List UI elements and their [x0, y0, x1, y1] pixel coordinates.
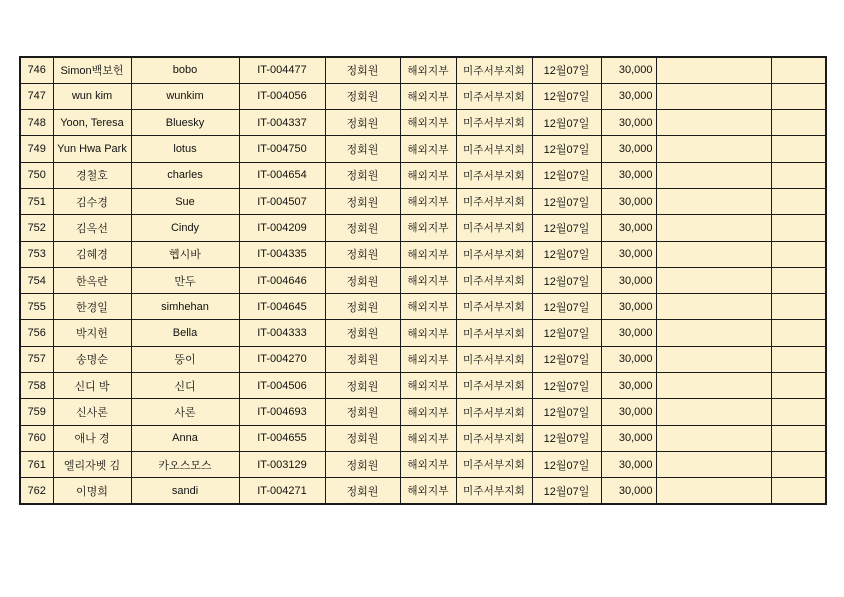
empty-cell [771, 451, 826, 477]
member-name-cell: 박지헌 [53, 320, 131, 346]
empty-cell [771, 57, 826, 83]
table-row [20, 136, 826, 162]
member-id-cell: IT-004477 [239, 57, 325, 83]
nickname-cell: Sue [131, 188, 239, 214]
empty-cell [656, 451, 771, 477]
region-cell: 해외지부 [400, 425, 456, 451]
empty-cell [771, 267, 826, 293]
member-id-cell: IT-004750 [239, 136, 325, 162]
empty-cell [656, 320, 771, 346]
nickname-cell: 뚱이 [131, 346, 239, 372]
chapter-cell: 미주서부지회 [456, 136, 532, 162]
row-number-cell: 747 [20, 83, 53, 109]
date-cell: 12월07일 [532, 320, 601, 346]
region-cell: 해외지부 [400, 188, 456, 214]
date-cell: 12월07일 [532, 162, 601, 188]
region-cell: 해외지부 [400, 451, 456, 477]
member-name-cell: wun kim [53, 83, 131, 109]
row-number-cell: 752 [20, 215, 53, 241]
member-type-cell: 정회원 [325, 373, 400, 399]
region-cell: 해외지부 [400, 162, 456, 188]
member-table [19, 56, 827, 505]
empty-cell [656, 373, 771, 399]
empty-cell [656, 478, 771, 504]
member-type-cell: 정회원 [325, 399, 400, 425]
date-cell: 12월07일 [532, 373, 601, 399]
empty-cell [771, 215, 826, 241]
member-name-cell: 김수경 [53, 188, 131, 214]
chapter-cell: 미주서부지회 [456, 373, 532, 399]
member-type-cell: 정회원 [325, 110, 400, 136]
table-row [20, 478, 826, 504]
row-number-cell: 758 [20, 373, 53, 399]
table-row [20, 267, 826, 293]
member-name-cell: 신사론 [53, 399, 131, 425]
amount-cell: 30,000 [601, 57, 656, 83]
chapter-cell: 미주서부지회 [456, 294, 532, 320]
empty-cell [656, 294, 771, 320]
table-row [20, 346, 826, 372]
nickname-cell: 만두 [131, 267, 239, 293]
amount-cell: 30,000 [601, 110, 656, 136]
region-cell: 해외지부 [400, 110, 456, 136]
table-row [20, 451, 826, 477]
member-type-cell: 정회원 [325, 241, 400, 267]
date-cell: 12월07일 [532, 215, 601, 241]
empty-cell [771, 478, 826, 504]
empty-cell [656, 399, 771, 425]
empty-cell [656, 110, 771, 136]
empty-cell [771, 294, 826, 320]
empty-cell [656, 162, 771, 188]
table-row [20, 215, 826, 241]
amount-cell: 30,000 [601, 162, 656, 188]
row-number-cell: 757 [20, 346, 53, 372]
row-number-cell: 751 [20, 188, 53, 214]
chapter-cell: 미주서부지회 [456, 320, 532, 346]
chapter-cell: 미주서부지회 [456, 267, 532, 293]
amount-cell: 30,000 [601, 320, 656, 346]
member-name-cell: 김옥선 [53, 215, 131, 241]
amount-cell: 30,000 [601, 294, 656, 320]
member-type-cell: 정회원 [325, 188, 400, 214]
nickname-cell: Anna [131, 425, 239, 451]
member-type-cell: 정회원 [325, 136, 400, 162]
region-cell: 해외지부 [400, 215, 456, 241]
chapter-cell: 미주서부지회 [456, 110, 532, 136]
date-cell: 12월07일 [532, 346, 601, 372]
nickname-cell: wunkim [131, 83, 239, 109]
member-type-cell: 정회원 [325, 267, 400, 293]
empty-cell [771, 346, 826, 372]
row-number-cell: 748 [20, 110, 53, 136]
table-row [20, 294, 826, 320]
date-cell: 12월07일 [532, 267, 601, 293]
empty-cell [656, 188, 771, 214]
chapter-cell: 미주서부지회 [456, 188, 532, 214]
member-id-cell: IT-004335 [239, 241, 325, 267]
empty-cell [771, 425, 826, 451]
chapter-cell: 미주서부지회 [456, 162, 532, 188]
table-row [20, 57, 826, 83]
member-id-cell: IT-004654 [239, 162, 325, 188]
nickname-cell: bobo [131, 57, 239, 83]
region-cell: 해외지부 [400, 136, 456, 162]
table-row [20, 162, 826, 188]
date-cell: 12월07일 [532, 451, 601, 477]
nickname-cell: Bluesky [131, 110, 239, 136]
empty-cell [656, 215, 771, 241]
member-type-cell: 정회원 [325, 162, 400, 188]
empty-cell [656, 57, 771, 83]
chapter-cell: 미주서부지회 [456, 478, 532, 504]
amount-cell: 30,000 [601, 83, 656, 109]
empty-cell [771, 399, 826, 425]
chapter-cell: 미주서부지회 [456, 57, 532, 83]
member-id-cell: IT-004337 [239, 110, 325, 136]
empty-cell [771, 136, 826, 162]
empty-cell [771, 373, 826, 399]
member-id-cell: IT-004645 [239, 294, 325, 320]
amount-cell: 30,000 [601, 136, 656, 162]
member-id-cell: IT-004333 [239, 320, 325, 346]
member-name-cell: Yoon, Teresa [53, 110, 131, 136]
table-row [20, 83, 826, 109]
amount-cell: 30,000 [601, 425, 656, 451]
row-number-cell: 759 [20, 399, 53, 425]
date-cell: 12월07일 [532, 241, 601, 267]
row-number-cell: 749 [20, 136, 53, 162]
member-name-cell: 송명순 [53, 346, 131, 372]
date-cell: 12월07일 [532, 425, 601, 451]
table-row [20, 425, 826, 451]
table-row [20, 110, 826, 136]
region-cell: 해외지부 [400, 346, 456, 372]
nickname-cell: charles [131, 162, 239, 188]
member-name-cell: 신디 박 [53, 373, 131, 399]
empty-cell [656, 346, 771, 372]
region-cell: 해외지부 [400, 57, 456, 83]
member-type-cell: 정회원 [325, 57, 400, 83]
member-type-cell: 정회원 [325, 346, 400, 372]
nickname-cell: simhehan [131, 294, 239, 320]
date-cell: 12월07일 [532, 188, 601, 214]
row-number-cell: 755 [20, 294, 53, 320]
empty-cell [656, 136, 771, 162]
empty-cell [771, 110, 826, 136]
table-row [20, 373, 826, 399]
member-type-cell: 정회원 [325, 320, 400, 346]
region-cell: 해외지부 [400, 294, 456, 320]
chapter-cell: 미주서부지회 [456, 241, 532, 267]
date-cell: 12월07일 [532, 110, 601, 136]
nickname-cell: sandi [131, 478, 239, 504]
member-name-cell: 애나 경 [53, 425, 131, 451]
nickname-cell: 헵시바 [131, 241, 239, 267]
chapter-cell: 미주서부지회 [456, 83, 532, 109]
amount-cell: 30,000 [601, 241, 656, 267]
region-cell: 해외지부 [400, 478, 456, 504]
member-id-cell: IT-003129 [239, 451, 325, 477]
row-number-cell: 750 [20, 162, 53, 188]
member-type-cell: 정회원 [325, 215, 400, 241]
row-number-cell: 753 [20, 241, 53, 267]
amount-cell: 30,000 [601, 451, 656, 477]
member-name-cell: 한경일 [53, 294, 131, 320]
member-id-cell: IT-004209 [239, 215, 325, 241]
amount-cell: 30,000 [601, 188, 656, 214]
row-number-cell: 756 [20, 320, 53, 346]
date-cell: 12월07일 [532, 136, 601, 162]
table-body [20, 57, 826, 504]
table-row [20, 399, 826, 425]
member-id-cell: IT-004646 [239, 267, 325, 293]
region-cell: 해외지부 [400, 83, 456, 109]
member-name-cell: Simon백보헌 [53, 57, 131, 83]
empty-cell [771, 162, 826, 188]
member-type-cell: 정회원 [325, 83, 400, 109]
nickname-cell: 사론 [131, 399, 239, 425]
empty-cell [771, 241, 826, 267]
member-name-cell: 엘리자벳 김 [53, 451, 131, 477]
empty-cell [656, 267, 771, 293]
table-row [20, 320, 826, 346]
table-row [20, 188, 826, 214]
empty-cell [771, 188, 826, 214]
nickname-cell: Bella [131, 320, 239, 346]
member-name-cell: Yun Hwa Park [53, 136, 131, 162]
date-cell: 12월07일 [532, 57, 601, 83]
row-number-cell: 762 [20, 478, 53, 504]
member-id-cell: IT-004506 [239, 373, 325, 399]
member-name-cell: 김혜경 [53, 241, 131, 267]
date-cell: 12월07일 [532, 83, 601, 109]
region-cell: 해외지부 [400, 399, 456, 425]
member-id-cell: IT-004270 [239, 346, 325, 372]
member-name-cell: 한옥란 [53, 267, 131, 293]
row-number-cell: 746 [20, 57, 53, 83]
region-cell: 해외지부 [400, 241, 456, 267]
nickname-cell: lotus [131, 136, 239, 162]
member-id-cell: IT-004655 [239, 425, 325, 451]
member-id-cell: IT-004507 [239, 188, 325, 214]
amount-cell: 30,000 [601, 399, 656, 425]
nickname-cell: Cindy [131, 215, 239, 241]
amount-cell: 30,000 [601, 267, 656, 293]
row-number-cell: 754 [20, 267, 53, 293]
chapter-cell: 미주서부지회 [456, 346, 532, 372]
row-number-cell: 760 [20, 425, 53, 451]
member-type-cell: 정회원 [325, 451, 400, 477]
region-cell: 해외지부 [400, 267, 456, 293]
member-type-cell: 정회원 [325, 478, 400, 504]
region-cell: 해외지부 [400, 320, 456, 346]
empty-cell [771, 320, 826, 346]
member-id-cell: IT-004271 [239, 478, 325, 504]
nickname-cell: 카오스모스 [131, 451, 239, 477]
member-id-cell: IT-004056 [239, 83, 325, 109]
member-name-cell: 경철호 [53, 162, 131, 188]
nickname-cell: 신디 [131, 373, 239, 399]
empty-cell [771, 83, 826, 109]
empty-cell [656, 83, 771, 109]
empty-cell [656, 425, 771, 451]
member-type-cell: 정회원 [325, 294, 400, 320]
amount-cell: 30,000 [601, 215, 656, 241]
member-id-cell: IT-004693 [239, 399, 325, 425]
date-cell: 12월07일 [532, 399, 601, 425]
amount-cell: 30,000 [601, 373, 656, 399]
member-type-cell: 정회원 [325, 425, 400, 451]
chapter-cell: 미주서부지회 [456, 451, 532, 477]
table-row [20, 241, 826, 267]
chapter-cell: 미주서부지회 [456, 425, 532, 451]
chapter-cell: 미주서부지회 [456, 399, 532, 425]
date-cell: 12월07일 [532, 294, 601, 320]
member-name-cell: 이명희 [53, 478, 131, 504]
amount-cell: 30,000 [601, 478, 656, 504]
region-cell: 해외지부 [400, 373, 456, 399]
date-cell: 12월07일 [532, 478, 601, 504]
empty-cell [656, 241, 771, 267]
chapter-cell: 미주서부지회 [456, 215, 532, 241]
amount-cell: 30,000 [601, 346, 656, 372]
row-number-cell: 761 [20, 451, 53, 477]
